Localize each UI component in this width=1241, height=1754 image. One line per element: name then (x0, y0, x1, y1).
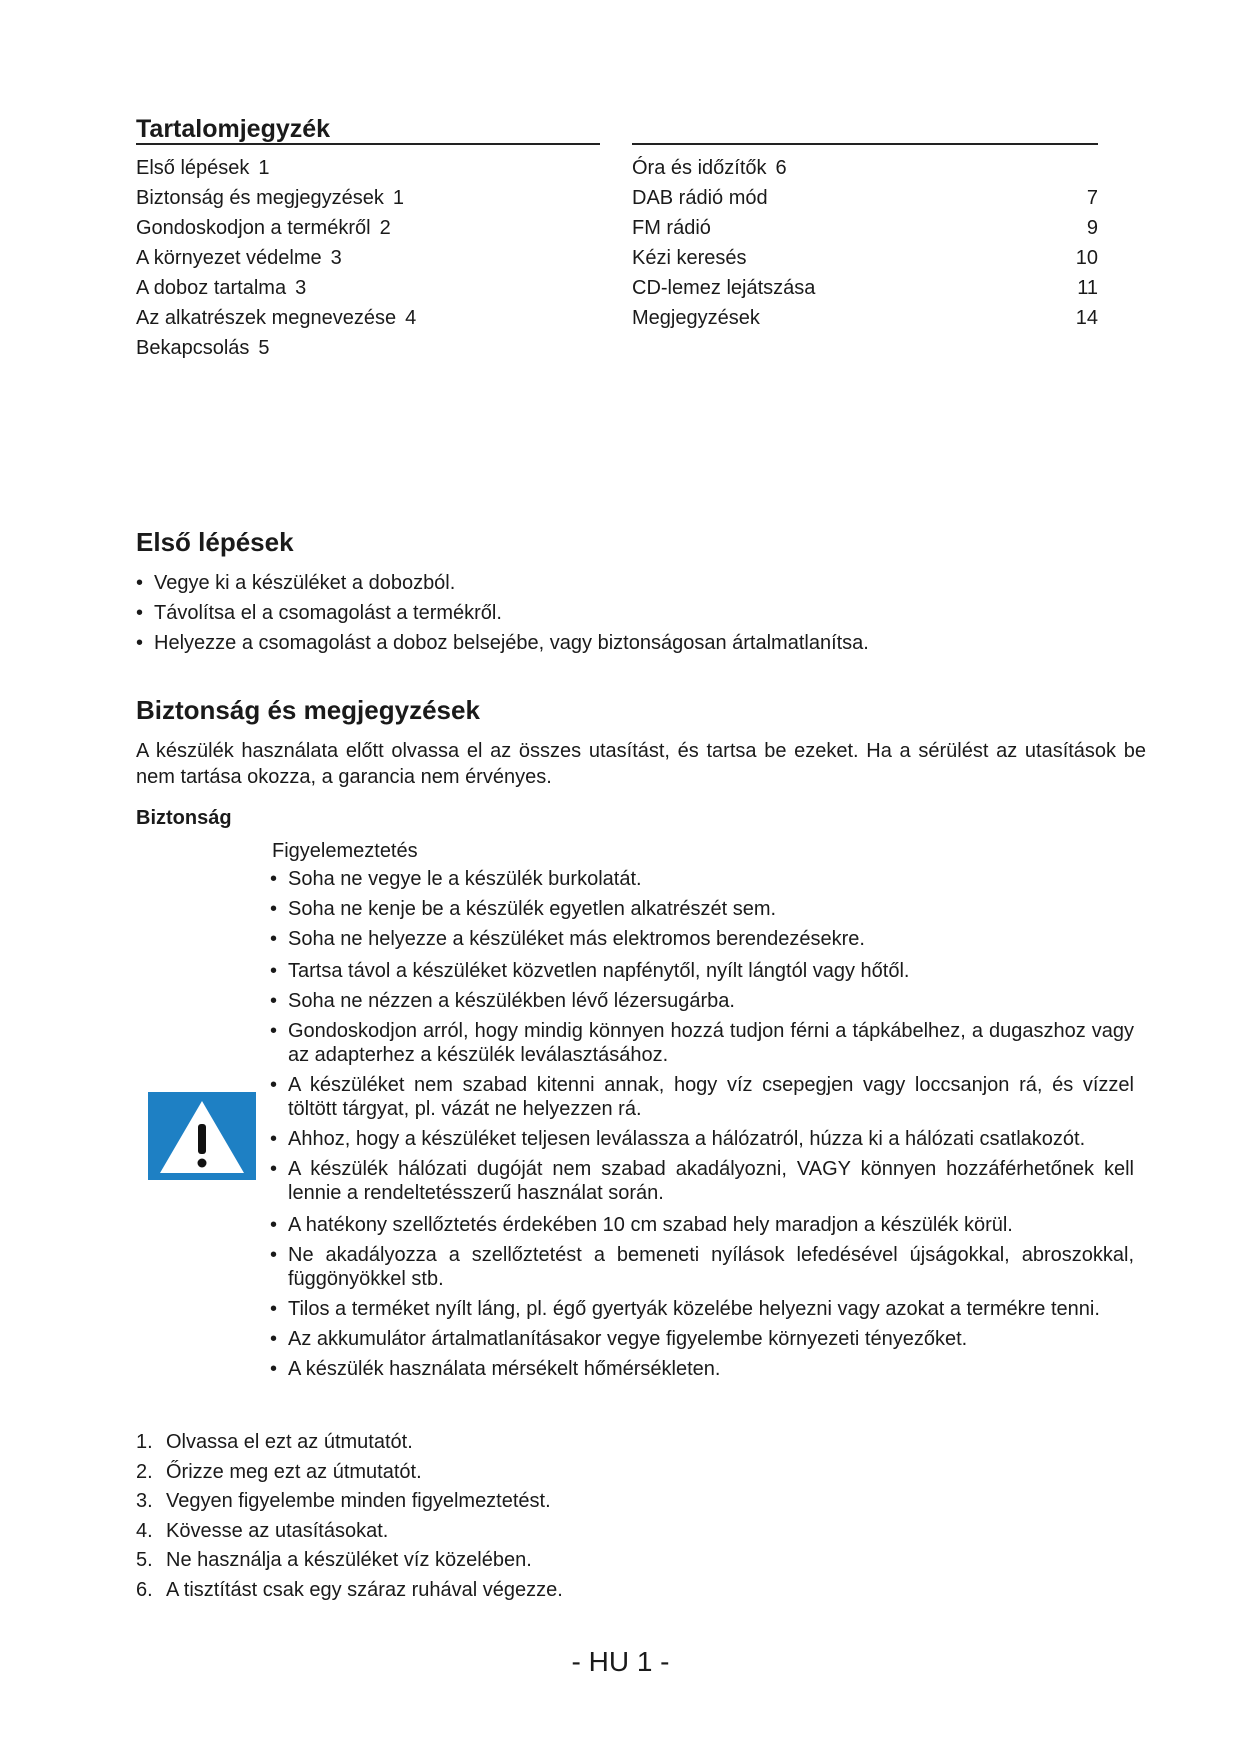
step-text: A tisztítást csak egy száraz ruhával végezze. (166, 1578, 563, 1601)
page-number: - HU 1 - (571, 1646, 670, 1677)
toc-entry-label: Gondoskodjon a termékről (136, 217, 371, 239)
toc-left-column (136, 153, 416, 363)
toc-entry[interactable] (632, 243, 1098, 273)
warnings-list (268, 867, 1134, 1381)
list-item: • Soha ne nézzen a készülékben lévő lézersugárba. (268, 989, 1134, 1013)
toc-entry-label: Óra és időzítők (632, 157, 767, 179)
toc-entry[interactable] (136, 243, 416, 273)
step-text: Vegyen figyelembe minden figyelmeztetést. (166, 1490, 551, 1512)
step-number: 1. (136, 1431, 153, 1453)
list-item: • A hatékony szellőztetés érdekében 10 cm szabad hely maradjon a készülék körül. (268, 1213, 1134, 1237)
toc-entry[interactable] (136, 273, 416, 303)
list-item (136, 1546, 563, 1576)
toc-entry[interactable] (632, 273, 1098, 303)
list-item (136, 1517, 563, 1547)
list-item (136, 1428, 563, 1458)
toc-entry-label: A környezet védelme (136, 247, 322, 269)
toc-rule-right (632, 143, 1098, 145)
toc-entry-label: Kézi keresés (632, 247, 747, 269)
list-item (136, 1576, 563, 1606)
step-number: 4. (136, 1519, 153, 1542)
list-item: • Tartsa távol a készüléket közvetlen napfénytől, nyílt lángtól vagy hőtől. (268, 959, 1134, 983)
list-item: • A készüléket nem szabad kitenni annak, hogy víz csepegjen vagy loccsanjon rá, és vízzel töltött tárgyat, pl. vázát ne helyezzen rá. (268, 1073, 1134, 1121)
step-text: Kövesse az utasításokat. (166, 1519, 389, 1542)
safety-intro: A készülék használata előtt olvassa el az összes utasítást, és tartsa be ezeket. Ha a sérülést az utasítások be nem tartása okozza, a garancia nem érvényes. (136, 740, 1146, 788)
list-item: • Helyezze a csomagolást a doboz belsejébe, vagy biztonságosan ártalmatlanítsa. (134, 628, 869, 658)
toc-entry-page: 1 (258, 157, 270, 179)
step-text: Olvassa el ezt az útmutatót. (166, 1431, 413, 1453)
warning-label: Figyelemeztetés (272, 840, 418, 862)
toc-entry-label: DAB rádió mód (632, 187, 768, 209)
toc-entry-label: FM rádió (632, 217, 711, 239)
list-item: • Gondoskodjon arról, hogy mindig könnyen hozzá tudjon férni a tápkábelhez, a dugaszhoz vagy az adapterhez a készülék leválasztásához. (268, 1019, 1134, 1067)
list-item: • Vegye ki a készüléket a dobozból. (134, 568, 869, 598)
toc-entry[interactable] (136, 183, 416, 213)
step-number: 3. (136, 1490, 153, 1512)
toc-entry-label: Megjegyzések (632, 307, 760, 329)
toc-entry-label: CD-lemez lejátszása (632, 277, 816, 299)
list-item: • A készülék hálózati dugóját nem szabad akadályozni, VAGY könnyen hozzáférhetőnek kell lennie a rendeltetésszerű használat során. (268, 1157, 1134, 1205)
toc-rule-left (136, 143, 600, 145)
list-item: • Soha ne kenje be a készülék egyetlen alkatrészét sem. (268, 897, 1134, 921)
toc-entry[interactable] (136, 333, 416, 363)
toc-title: Tartalomjegyzék (136, 115, 331, 143)
steps-list (136, 1428, 563, 1605)
toc-entry[interactable] (632, 303, 1098, 333)
toc-entry-page: 7 (1086, 187, 1098, 209)
toc-entry[interactable] (136, 153, 416, 183)
toc-entry-page: 10 (1075, 247, 1098, 269)
step-number: 6. (136, 1578, 153, 1601)
toc-entry-page: 5 (258, 337, 270, 359)
list-item: • Tilos a terméket nyílt láng, pl. égő gyertyák közelébe helyezni vagy azokat a termékre tenni. (268, 1297, 1134, 1321)
list-item: • Soha ne vegye le a készülék burkolatát. (268, 867, 1134, 891)
toc-entry-page: 14 (1075, 307, 1098, 329)
safety-subheading: Biztonság (136, 807, 232, 829)
safety-heading: Biztonság és megjegyzések (136, 695, 480, 725)
toc-right-column (632, 153, 1098, 333)
list-item: • Ne akadályozza a szellőztetést a bemeneti nyílások lefedésével újságokkal, abroszokkal, függönyökkel stb. (268, 1243, 1134, 1291)
toc-entry-page: 1 (392, 187, 405, 209)
toc-entry-label: Első lépések (136, 157, 250, 179)
toc-entry-label: Biztonság és megjegyzések (136, 187, 384, 209)
toc-entry[interactable] (136, 303, 416, 333)
list-item (136, 1487, 563, 1517)
warning-triangle-icon (148, 1092, 256, 1180)
list-item: • Ahhoz, hogy a készüléket teljesen leválassza a hálózatról, húzza ki a hálózati csatlakozót. (268, 1127, 1134, 1151)
list-item (136, 1458, 563, 1488)
toc-entry-page: 3 (330, 247, 342, 269)
toc-entry-page: 11 (1077, 277, 1098, 299)
toc-entry-page: 9 (1086, 217, 1098, 239)
toc-entry-label: Bekapcsolás (136, 337, 250, 359)
toc-entry-label: Az alkatrészek megnevezése (136, 307, 397, 329)
toc-entry[interactable] (632, 183, 1098, 213)
step-text: Őrizze meg ezt az útmutatót. (166, 1460, 422, 1483)
toc-entry-page: 2 (379, 217, 391, 239)
list-item: • Az akkumulátor ártalmatlanításakor vegye figyelembe környezeti tényezőket. (268, 1327, 1134, 1351)
step-text: Ne használja a készüléket víz közelében. (166, 1549, 532, 1571)
list-item: • Távolítsa el a csomagolást a termékről. (134, 598, 869, 628)
first-steps-heading: Első lépések (136, 527, 294, 557)
first-steps-list (134, 568, 869, 658)
toc-entry-page: 6 (775, 157, 787, 179)
toc-entry[interactable] (632, 213, 1098, 243)
toc-entry-page: 4 (405, 307, 417, 329)
step-number: 5. (136, 1549, 153, 1571)
toc-entry[interactable] (632, 153, 1098, 183)
list-item: • A készülék használata mérsékelt hőmérsékleten. (268, 1357, 1134, 1381)
step-number: 2. (136, 1460, 153, 1483)
toc-entry[interactable] (136, 213, 416, 243)
list-item: • Soha ne helyezze a készüléket más elektromos berendezésekre. (268, 927, 1134, 951)
toc-entry-label: A doboz tartalma (136, 277, 287, 299)
toc-entry-page: 3 (295, 277, 307, 299)
